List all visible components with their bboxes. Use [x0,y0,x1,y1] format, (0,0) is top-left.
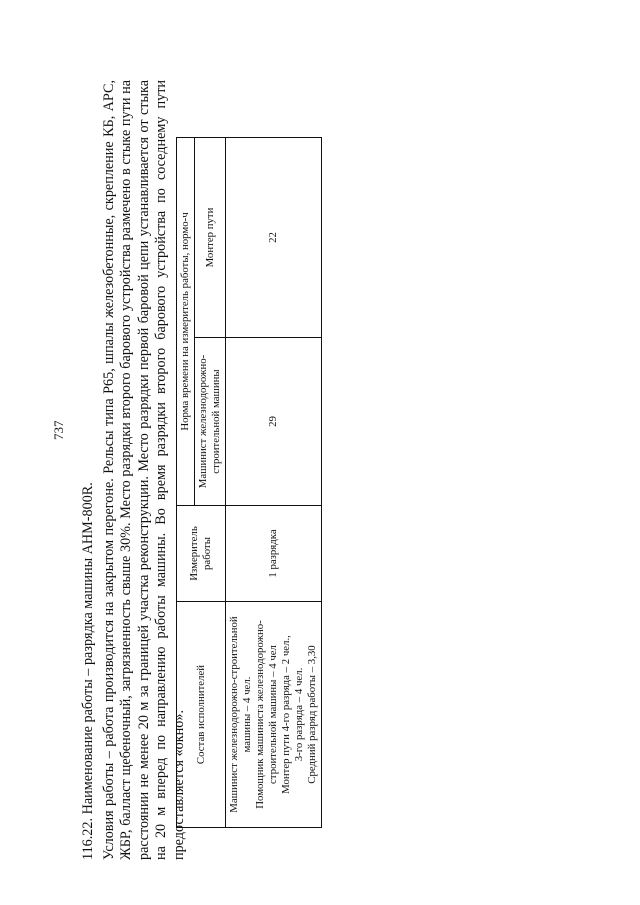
staff-line: 3-го разряда – 4 чел. [293,667,305,762]
meter-cell: 1 разрядка [226,506,322,602]
header-staff: Состав исполнителей [177,602,226,828]
track-fitter-norm-cell: 22 [226,138,322,338]
staff-cell [226,602,322,828]
header-norm: Норма времени на измеритель работы, нормо-ч [177,138,195,506]
header-track-fitter: Монтер пути [195,138,226,338]
staff-line: Монтер пути 4-го разряда – 2 чел., [280,635,292,794]
machinist-norm-cell: 29 [226,338,322,506]
section-heading: 116.22. Наименование работы – разрядка машины АНМ-800R. [80,482,96,860]
time-norms-table [176,137,322,828]
table-row [226,138,322,828]
rotated-page-content [80,80,330,860]
staff-line: Машинист железнодорожно-строительной машины – 4 чел. [228,616,253,813]
page-number: 737 [51,420,66,440]
table-header-row [177,138,195,828]
staff-line: Помощник машиниста железнодорожно-строительной машины – 4 чел [254,620,279,809]
header-machinist: Машинист железнодорожно-строительной машины [195,338,226,506]
work-conditions-paragraph: Условия работы – работа производится на закрытом перегоне. Рельсы типа Р65, шпалы железобетонные, скрепление КБ, АРС, ЖБР, балласт щебеночный, загрязненность свыше 30%. Место разрядки второго барового устройства размечено в стыке пути на расстоянии не менее 20 м за границей участка реконструкции. Место разрядки первой баровой цепи устанавливается от стыка на 20 м вперед по направлению работы машины. Во время разрядки второго барового устройства по соседнему пути предоставляется «окно». [100,80,187,860]
staff-line: Средний разряд работы – 3,30 [306,645,318,784]
header-meter: Измеритель работы [177,506,226,602]
